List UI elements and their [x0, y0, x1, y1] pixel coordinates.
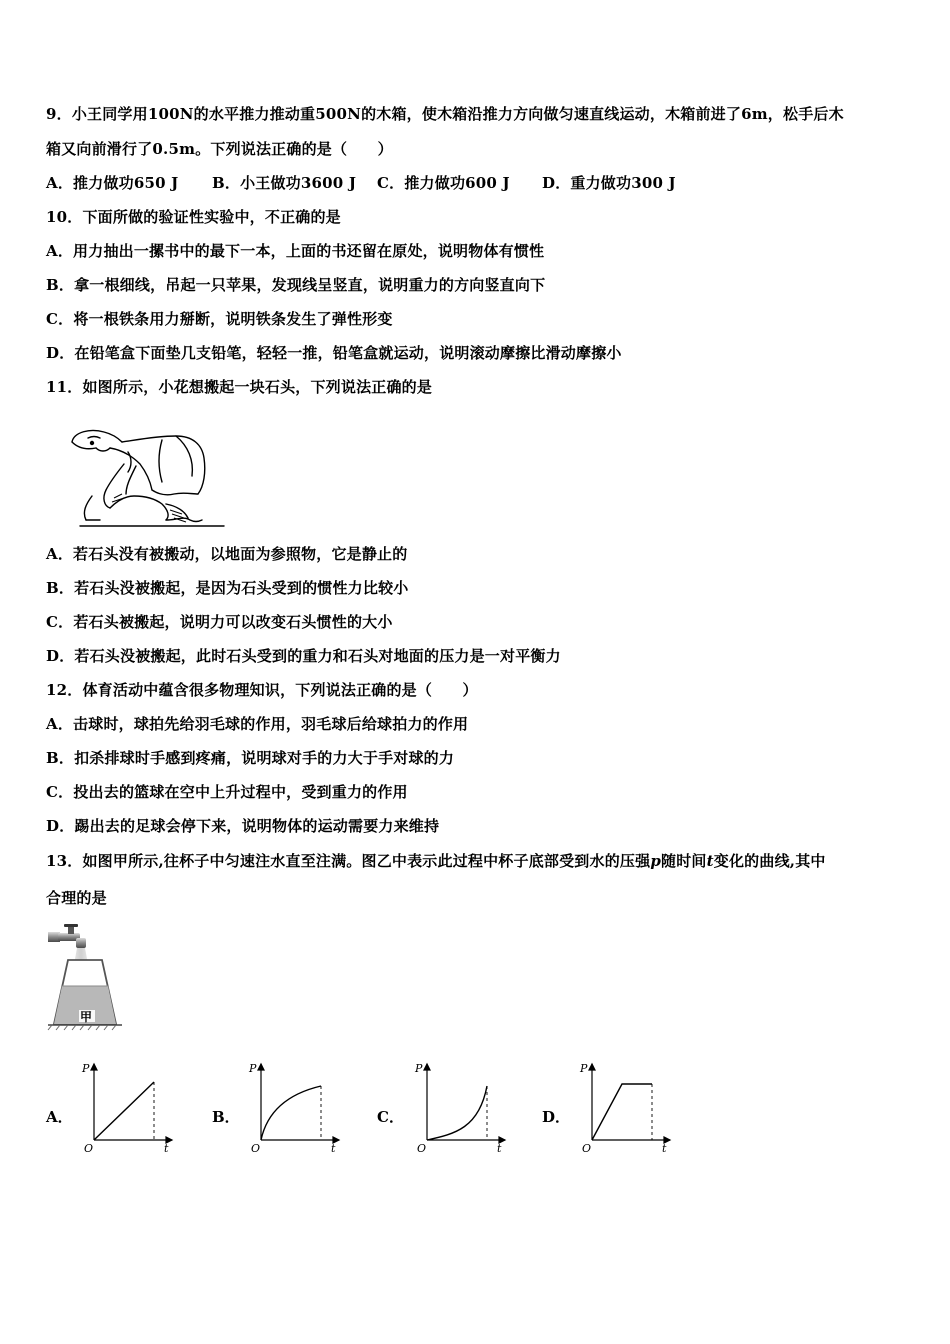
- origin-label: O: [417, 1142, 427, 1155]
- faucet-spout: [76, 938, 86, 948]
- q13-option-b-label[interactable]: B．: [212, 1108, 240, 1126]
- axis-y-label: P: [580, 1062, 588, 1075]
- q12-option-a[interactable]: A．击球时，球拍先给羽毛球的作用，羽毛球后给球拍力的作用: [46, 715, 469, 733]
- curve-convex: [427, 1086, 487, 1140]
- q12-option-b[interactable]: B．扣杀排球时手感到疼痛，说明球对手的力大于手对球的力: [46, 749, 455, 767]
- axis-y-label: P: [82, 1062, 90, 1075]
- q10-stem: 10．下面所做的验证性实验中，不正确的是: [46, 208, 341, 226]
- q11-option-c[interactable]: C．若石头被搬起，说明力可以改变石头惯性的大小: [46, 613, 393, 631]
- q13-option-d-label[interactable]: D．: [542, 1108, 571, 1126]
- q12-option-c[interactable]: C．投出去的篮球在空中上升过程中，受到重力的作用: [46, 783, 408, 801]
- q11-option-a[interactable]: A．若石头没有被搬动，以地面为参照物，它是静止的: [46, 545, 408, 563]
- axis-x-label: t: [662, 1142, 667, 1155]
- q13-var-t: t: [706, 852, 714, 870]
- faucet-handle: [68, 926, 74, 934]
- q13-stem-part-c: 变化的曲线,其中: [713, 852, 826, 870]
- faucet-cup-figure: [46, 924, 126, 1032]
- curve-ramp-plateau: [592, 1084, 652, 1140]
- q12-stem: 12．体育活动中蕴含很多物理知识，下列说法正确的是（ ）: [46, 681, 478, 699]
- q10-option-a[interactable]: A．用力抽出一摞书中的最下一本，上面的书还留在原处，说明物体有惯性: [46, 242, 545, 260]
- q13-option-c-label[interactable]: C．: [377, 1108, 404, 1126]
- q9-option-b[interactable]: B．小王做功3600 J: [212, 174, 357, 192]
- q9-stem-line2: 箱又向前滑行了0.5m。下列说法正确的是（ ）: [46, 140, 393, 158]
- origin-label: O: [84, 1142, 94, 1155]
- q13-stem-part-a: 13．如图甲所示,往杯子中匀速注水直至注满。图乙中表示此过程中杯子底部受到水的压强: [46, 852, 651, 870]
- curve-linear: [94, 1082, 154, 1140]
- q13-stem-part-b: 随时间: [661, 852, 707, 870]
- axis-x-label: t: [497, 1142, 502, 1155]
- axis-y-label: P: [249, 1062, 257, 1075]
- q9-stem-line1: 9．小王同学用100N的水平推力推动重500N的木箱，使木箱沿推力方向做匀速直线运动，木箱前进了6m，松手后木: [46, 105, 844, 123]
- girl-lifting-stone-figure: [66, 424, 226, 528]
- q9-option-d[interactable]: D．重力做功300 J: [542, 174, 676, 192]
- graph-d[interactable]: [574, 1058, 674, 1158]
- q12-option-d[interactable]: D．踢出去的足球会停下来，说明物体的运动需要力来维持: [46, 817, 440, 835]
- origin-label: O: [582, 1142, 592, 1155]
- origin-label: O: [251, 1142, 261, 1155]
- axis-x-label: t: [164, 1142, 169, 1155]
- graph-a[interactable]: [76, 1058, 176, 1158]
- graph-c[interactable]: [409, 1058, 509, 1158]
- q9-option-a[interactable]: A．推力做功650 J: [46, 174, 179, 192]
- q10-option-d[interactable]: D．在铅笔盒下面垫几支铅笔，轻轻一推，铅笔盒就运动，说明滚动摩擦比滑动摩擦小: [46, 344, 622, 362]
- q10-option-b[interactable]: B．拿一根细线，吊起一只苹果，发现线呈竖直，说明重力的方向竖直向下: [46, 276, 546, 294]
- figure-label-jia: 甲: [80, 1010, 93, 1024]
- q13-var-p: p: [650, 852, 662, 870]
- q9-options: [46, 173, 676, 193]
- axis-x-label: t: [331, 1142, 336, 1155]
- graph-b[interactable]: [243, 1058, 343, 1158]
- q11-option-b[interactable]: B．若石头没被搬起，是因为石头受到的惯性力比较小: [46, 579, 409, 597]
- q9-option-c[interactable]: C．推力做功600 J: [377, 174, 510, 192]
- q13-stem-line2: 合理的是: [46, 889, 107, 907]
- axis-y-label: P: [415, 1062, 423, 1075]
- q13-option-a-label[interactable]: A．: [46, 1108, 73, 1126]
- q10-option-c[interactable]: C．将一根铁条用力掰断，说明铁条发生了弹性形变: [46, 310, 393, 328]
- q13-stem-line1: [46, 851, 826, 871]
- curve-concave: [261, 1086, 321, 1140]
- q11-option-d[interactable]: D．若石头没被搬起，此时石头受到的重力和石头对地面的压力是一对平衡力: [46, 647, 561, 665]
- q11-stem: 11．如图所示，小花想搬起一块石头，下列说法正确的是: [46, 378, 433, 396]
